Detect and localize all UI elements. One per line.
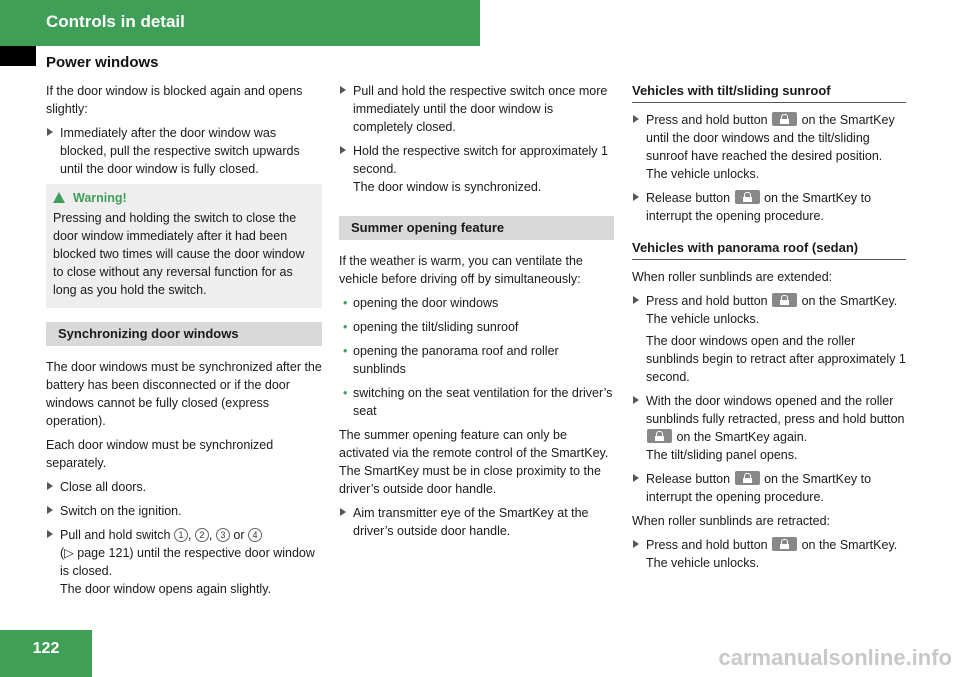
watermark: carmanualsonline.info [718, 645, 952, 670]
switch-2-icon: 2 [195, 528, 209, 542]
intro-text: If the door window is blocked again and opens slightly: [46, 84, 303, 116]
unlock-key-icon [772, 112, 797, 126]
warning-icon [53, 192, 65, 203]
bullet-item: • opening the door windows [343, 296, 499, 310]
sync-heading: Synchronizing door windows [46, 322, 322, 346]
step-item: Pull and hold the respective switch once more immediately until the door window is completely closed. [339, 82, 614, 136]
arrow-icon [47, 128, 53, 136]
arrow-icon [47, 530, 53, 538]
sync-paragraph: The door windows must be synchronized after the battery has been disconnected or if the door windows cannot be fully closed (express operation). [46, 360, 322, 428]
switch-1-icon: 1 [174, 528, 188, 542]
bullet-icon: • [343, 320, 348, 334]
arrow-icon [340, 146, 346, 154]
section-title: Power windows [46, 54, 159, 71]
arrow-icon [633, 193, 639, 201]
bullet-item: • opening the panorama roof and roller sunblinds [343, 344, 559, 376]
unlock-key-icon [735, 471, 760, 485]
summer-heading: Summer opening feature [339, 216, 614, 240]
column-2 [339, 82, 614, 546]
summer-paragraph-2: The summer opening feature can only be activated via the remote control of the SmartKey. The SmartKey must be in close proximity to the driver’s outside door handle. [339, 428, 609, 496]
warning-box [46, 184, 322, 308]
arrow-icon [633, 296, 639, 304]
arrow-icon [633, 540, 639, 548]
step-item: With the door windows opened and the roller sunblinds fully retracted, press and hold button on the SmartKey again. The tilt/sliding panel opens. [632, 392, 906, 464]
sync-paragraph-2: Each door window must be synchronized separately. [46, 438, 274, 470]
unlock-key-icon [772, 293, 797, 307]
step-item: Pull and hold switch 1 , 2 , 3 or 4 (▷ page 121) until the respective door window is closed. The door window opens again slightly. [46, 526, 322, 598]
bullet-item: • opening the tilt/sliding sunroof [343, 320, 519, 334]
retracted-paragraph: When roller sunblinds are retracted: [632, 514, 831, 528]
bullet-icon: • [343, 296, 348, 310]
section-marker [0, 46, 36, 66]
arrow-icon [47, 482, 53, 490]
step-item: Press and hold button on the SmartKey until the door windows and the tilt/sliding sunroof have reached the desired position. The vehicle unlocks. [632, 111, 906, 183]
step-item: Immediately after the door window was blocked, pull the respective switch upwards until the door window is fully closed. [46, 124, 322, 178]
arrow-icon [340, 508, 346, 516]
step-item: Release button on the SmartKey to interrupt the opening procedure. [632, 470, 906, 506]
unlock-key-icon [735, 190, 760, 204]
arrow-icon [340, 86, 346, 94]
step-item: Aim transmitter eye of the SmartKey at the driver’s outside door handle. [339, 504, 614, 540]
warning-text: Pressing and holding the switch to close the door window immediately after it had been blocked two times will cause the door window to close without any reversal function for as long as you hold the switch. [53, 211, 305, 297]
bullet-item: • switching on the seat ventilation for the driver’s seat [343, 386, 613, 418]
step-item: Press and hold button on the SmartKey. The vehicle unlocks. The door windows open and the roller sunblinds begin to retract after approximately 1 second. [632, 292, 906, 386]
arrow-icon [47, 506, 53, 514]
step-item: Hold the respective switch for approximately 1 second. The door window is synchronized. [339, 142, 614, 196]
step-item: Close all doors. [46, 478, 322, 496]
page-number: 122 [32, 640, 60, 657]
summer-paragraph: If the weather is warm, you can ventilate the vehicle before driving off by simultaneously: [339, 254, 583, 286]
tilt-sunroof-heading: Vehicles with tilt/sliding sunroof [632, 82, 906, 103]
arrow-icon [633, 474, 639, 482]
arrow-icon [633, 115, 639, 123]
bullet-icon: • [343, 386, 348, 400]
unlock-key-icon [772, 537, 797, 551]
page-reference: (▷ [60, 546, 74, 560]
step-item: Switch on the ignition. [46, 502, 322, 520]
bullet-icon: • [343, 344, 348, 358]
arrow-icon [633, 396, 639, 404]
unlock-key-icon [647, 429, 672, 443]
step-item: Release button on the SmartKey to interrupt the opening procedure. [632, 189, 906, 225]
extended-paragraph: When roller sunblinds are extended: [632, 270, 833, 284]
panorama-roof-heading: Vehicles with panorama roof (sedan) [632, 239, 906, 260]
switch-3-icon: 3 [216, 528, 230, 542]
column-3 [632, 82, 906, 578]
warning-heading: Warning! [53, 189, 315, 207]
switch-4-icon: 4 [248, 528, 262, 542]
step-item: Press and hold button on the SmartKey. The vehicle unlocks. [632, 536, 906, 572]
chapter-title: Controls in detail [46, 12, 185, 31]
column-1 [46, 82, 322, 604]
